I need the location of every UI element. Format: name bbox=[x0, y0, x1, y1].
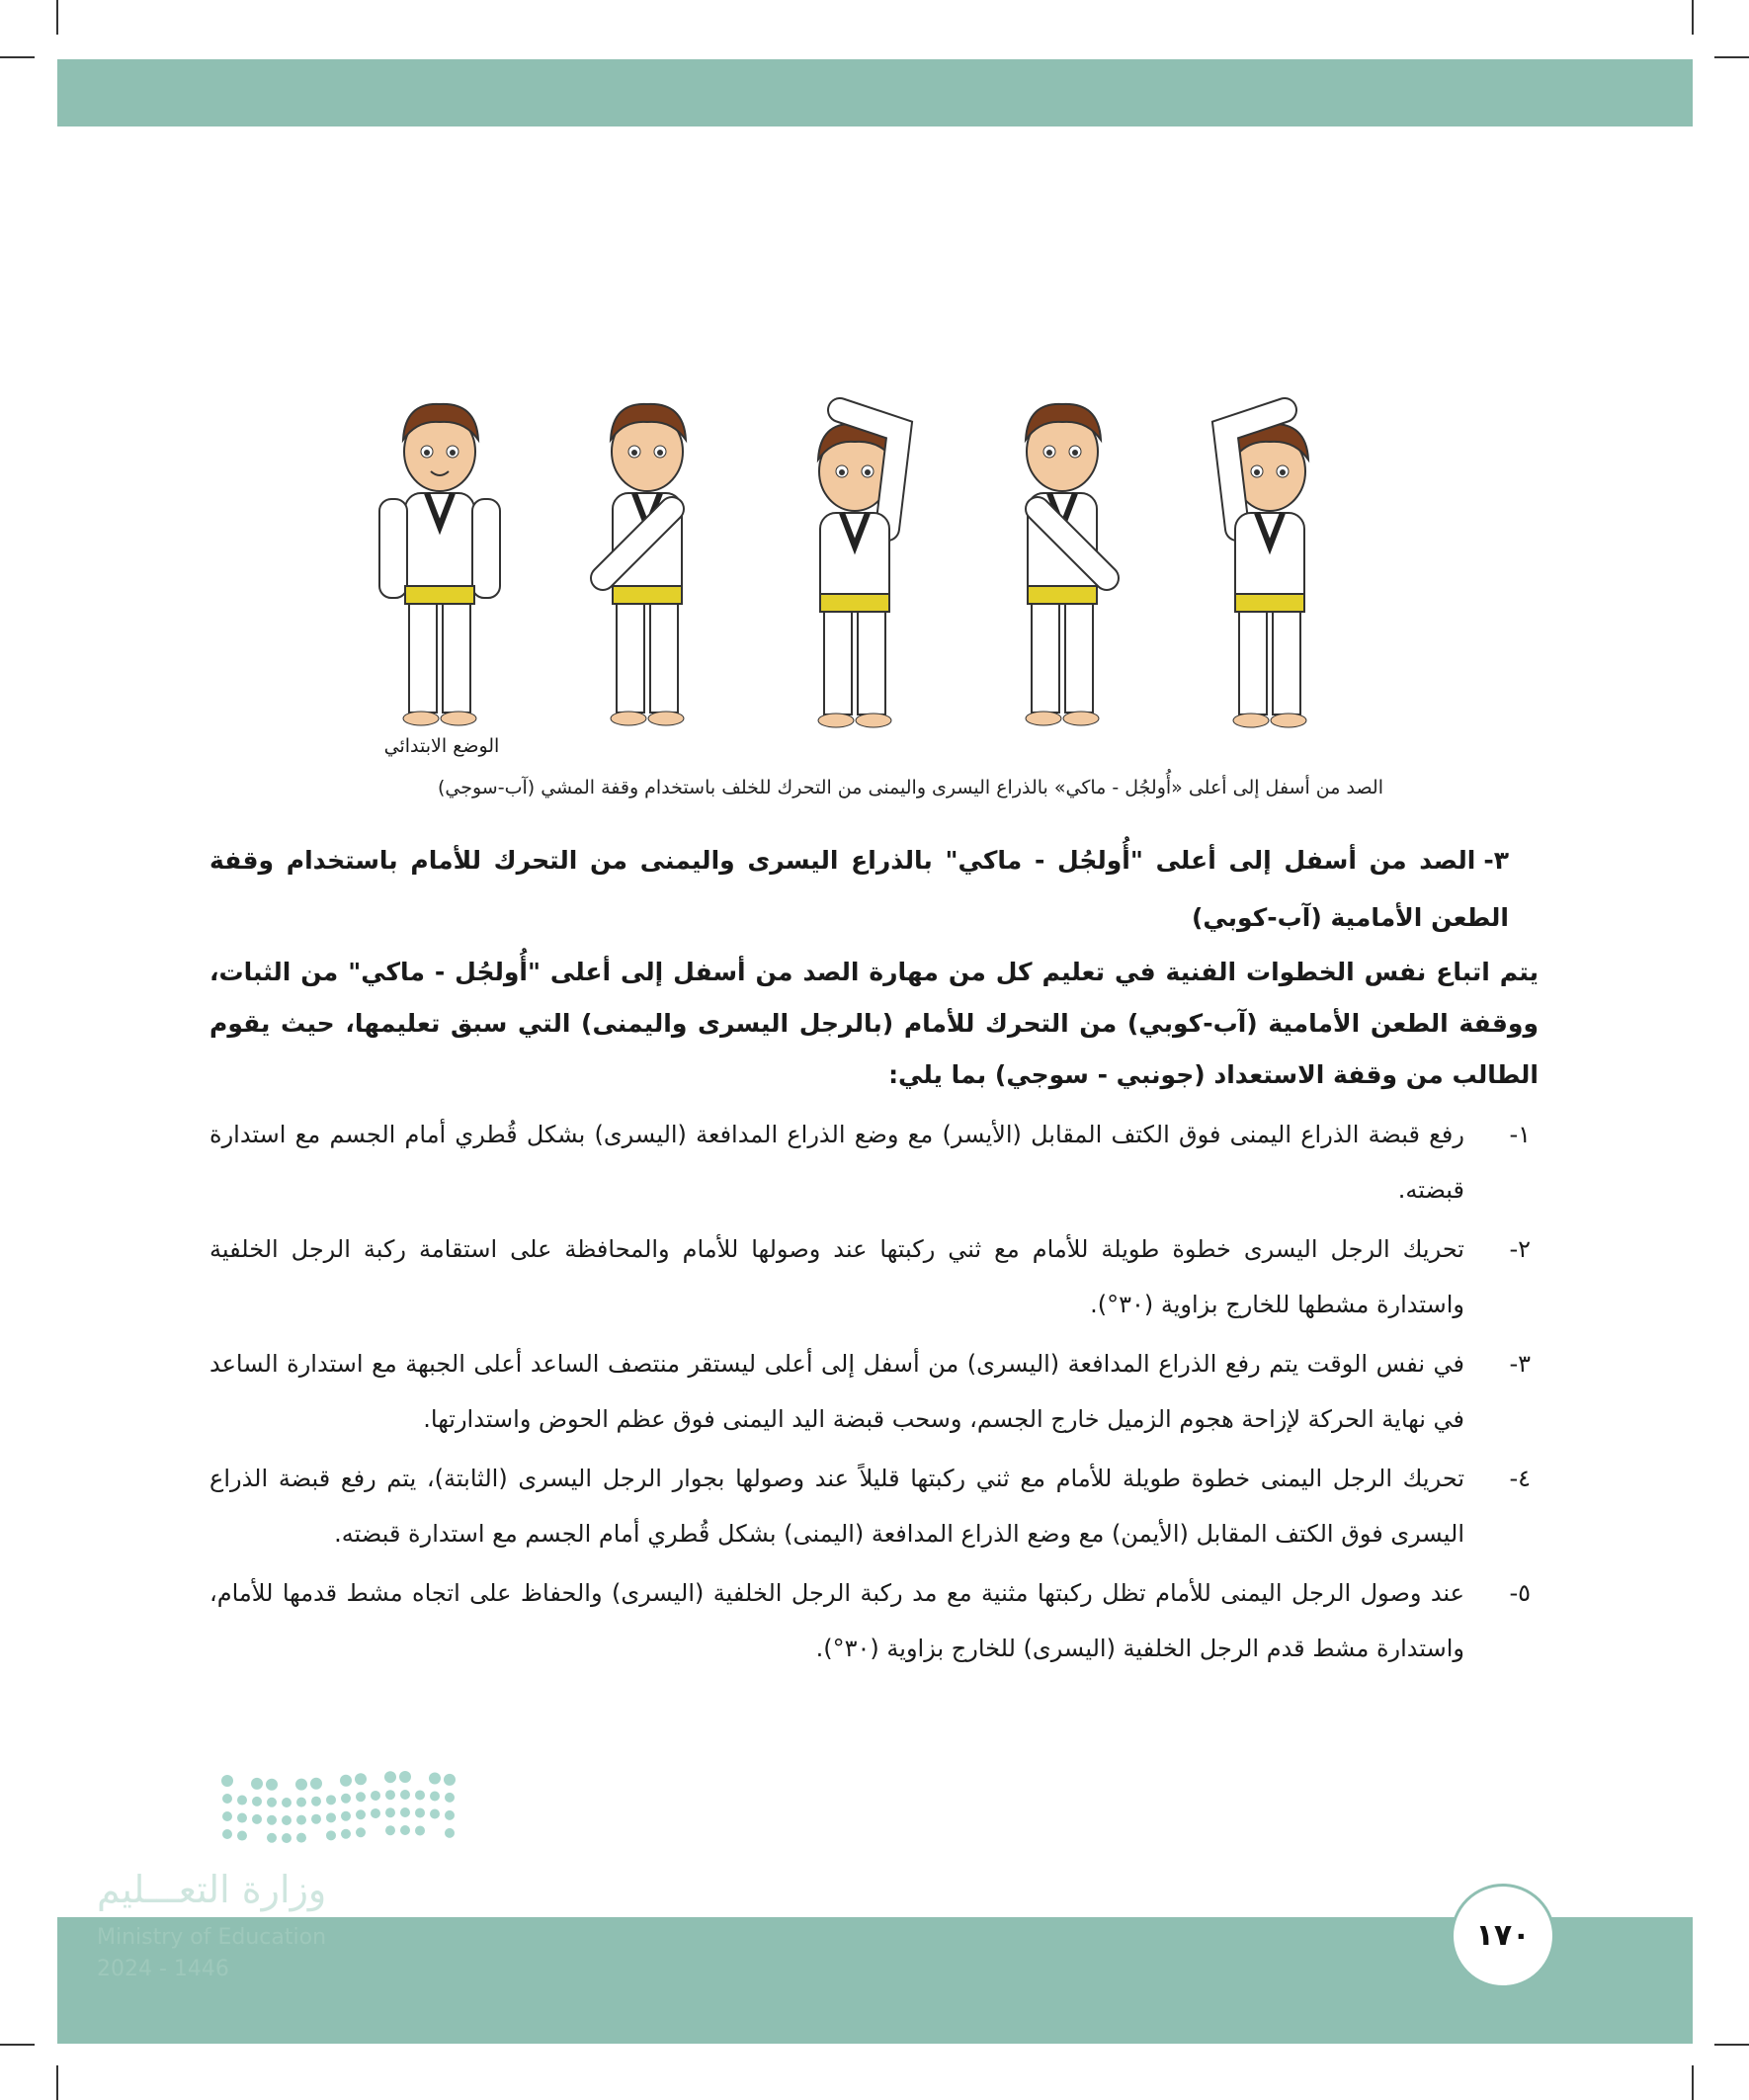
logo-dot bbox=[295, 1779, 307, 1791]
logo-dot bbox=[237, 1831, 247, 1841]
step-number: ٤- bbox=[1509, 1465, 1531, 1492]
step-text: في نفس الوقت يتم رفع الذراع المدافعة (اليسرى) من أسفل إلى أعلى ليستقر منتصف الساعد أعلى الجبهة مع استدارة الساعد في نهاية الحركة لإزاحة هجوم الزميل خارج الجسم، وسحب قبضة اليد اليمنى فوق عظم الحوض واستدارتها. bbox=[209, 1350, 1464, 1433]
logo-dot bbox=[356, 1827, 366, 1837]
logo-dot bbox=[385, 1790, 395, 1800]
logo-dot bbox=[282, 1833, 292, 1843]
logo-dot bbox=[385, 1807, 395, 1817]
crop-mark bbox=[1714, 2044, 1749, 2046]
logo-dot bbox=[266, 1779, 278, 1791]
karate-boy-icon bbox=[978, 390, 1146, 746]
logo-dot bbox=[415, 1790, 425, 1800]
list-item bbox=[209, 1221, 1539, 1332]
logo-dot bbox=[326, 1812, 336, 1822]
karate-boy-icon bbox=[563, 390, 731, 746]
logo-dot bbox=[355, 1773, 367, 1785]
logo-dot bbox=[311, 1797, 321, 1806]
logo-dot bbox=[444, 1774, 456, 1786]
logo-dot bbox=[445, 1793, 455, 1803]
logo-dot bbox=[296, 1798, 306, 1807]
logo-dot bbox=[399, 1771, 411, 1783]
step-text: تحريك الرجل اليمنى خطوة طويلة للأمام مع ثني ركبتها قليلاً عند وصولها بجوار الرجل اليسرى (الثابتة)، يتم رفع قبضة الذراع اليسرى فوق الكتف المقابل (الأيمن) مع وضع الذراع المدافعة (اليمنى) بشكل قُطري أمام الجسم مع استدارة قبضته. bbox=[209, 1465, 1464, 1548]
step-number: ٣- bbox=[1509, 1350, 1531, 1378]
logo-dot bbox=[340, 1775, 352, 1787]
logo-dot bbox=[430, 1791, 440, 1801]
logo-dot bbox=[267, 1798, 277, 1807]
logo-dot bbox=[311, 1814, 321, 1824]
logo-dot bbox=[415, 1807, 425, 1817]
logo-dot bbox=[267, 1833, 277, 1843]
page-number-badge bbox=[1451, 1884, 1555, 1988]
step-text: تحريك الرجل اليسرى خطوة طويلة للأمام مع ثني ركبتها عند وصولها للأمام والمحافظة على استقامة ركبة الرجل الخلفية واستدارة مشطها للخارج بزاوية (٣٠°). bbox=[209, 1235, 1464, 1318]
list-item bbox=[209, 1336, 1539, 1447]
logo-dot bbox=[341, 1829, 351, 1839]
logo-dot bbox=[384, 1771, 396, 1783]
steps-list bbox=[209, 1107, 1539, 1676]
page-number: ١٧٠ bbox=[1475, 1918, 1531, 1953]
logo-dot bbox=[356, 1792, 366, 1802]
logo-dot bbox=[282, 1798, 292, 1807]
section-number: ٣- bbox=[1483, 846, 1509, 875]
logo-dot bbox=[282, 1815, 292, 1825]
crop-mark bbox=[1714, 56, 1749, 58]
figure-sequence bbox=[356, 390, 1354, 756]
crop-mark bbox=[1692, 2065, 1694, 2100]
edition-year: 2024 - 1446 bbox=[97, 1957, 229, 1981]
logo-dot bbox=[400, 1807, 410, 1817]
ministry-name-arabic: وزارة التعـــليم bbox=[97, 1868, 327, 1911]
logo-dot bbox=[430, 1808, 440, 1818]
logo-dot bbox=[445, 1810, 455, 1820]
logo-dot bbox=[252, 1814, 262, 1824]
logo-dot bbox=[252, 1797, 262, 1806]
ministry-dots-logo-icon bbox=[217, 1771, 464, 1850]
logo-dot bbox=[400, 1790, 410, 1800]
step-text: عند وصول الرجل اليمنى للأمام تظل ركبتها مثنية مع مد ركبة الرجل الخلفية (اليسرى) والحفاظ على اتجاه مشط قدمها للأمام، واستدارة مشط قدم الرجل الخلفية (اليسرى) للخارج بزاوية (٣٠°). bbox=[209, 1579, 1464, 1662]
logo-dot bbox=[222, 1829, 232, 1839]
logo-dot bbox=[222, 1794, 232, 1804]
logo-dot bbox=[251, 1778, 263, 1790]
crop-mark bbox=[0, 56, 35, 58]
logo-dot bbox=[429, 1772, 441, 1784]
step-number: ١- bbox=[1509, 1121, 1531, 1148]
logo-dot bbox=[356, 1809, 366, 1819]
main-content bbox=[209, 832, 1539, 1680]
logo-dot bbox=[341, 1811, 351, 1821]
logo-dot bbox=[310, 1778, 322, 1790]
step-text: رفع قبضة الذراع اليمنى فوق الكتف المقابل (الأيسر) مع وضع الذراع المدافعة (اليسرى) بشكل قُطري أمام الجسم مع استدارة قبضته. bbox=[209, 1121, 1464, 1204]
list-item bbox=[209, 1565, 1539, 1676]
step-number: ٥- bbox=[1509, 1579, 1531, 1607]
karate-boy-icon bbox=[1186, 390, 1354, 746]
logo-dot bbox=[296, 1815, 306, 1825]
logo-dot bbox=[326, 1830, 336, 1840]
logo-dot bbox=[222, 1811, 232, 1821]
ministry-name-english: Ministry of Education bbox=[97, 1925, 327, 1950]
step-number: ٢- bbox=[1509, 1235, 1531, 1263]
logo-dot bbox=[371, 1791, 380, 1801]
logo-dot bbox=[385, 1825, 395, 1835]
logo-dot bbox=[237, 1813, 247, 1823]
logo-dot bbox=[326, 1795, 336, 1805]
section-heading bbox=[209, 832, 1539, 947]
list-item bbox=[209, 1107, 1539, 1218]
logo-dot bbox=[341, 1794, 351, 1804]
logo-dot bbox=[371, 1808, 380, 1818]
header-band bbox=[57, 59, 1693, 126]
logo-dot bbox=[445, 1828, 455, 1838]
logo-dot bbox=[296, 1833, 306, 1843]
karate-boy-icon bbox=[771, 390, 939, 746]
logo-dot bbox=[267, 1815, 277, 1825]
karate-boy-icon bbox=[356, 390, 524, 746]
intro-paragraph: يتم اتباع نفس الخطوات الفنية في تعليم كل من مهارة الصد من أسفل إلى أعلى "أُولجُل - ماكي" من الثبات، ووقفة الطعن الأمامية (آب-كوبي) من التحرك للأمام (بالرجل اليسرى واليمنى) التي سبق تعليمها، حيث يقوم الطالب من وقفة الاستعداد (جونبي - سوجي) بما يلي: bbox=[209, 958, 1539, 1089]
logo-dot bbox=[415, 1825, 425, 1835]
initial-position-label: الوضع الابتدائي bbox=[383, 735, 500, 757]
crop-mark bbox=[1692, 0, 1694, 35]
crop-mark bbox=[56, 2065, 58, 2100]
crop-mark bbox=[56, 0, 58, 35]
list-item bbox=[209, 1451, 1539, 1561]
logo-dot bbox=[237, 1796, 247, 1806]
section-heading-text: الصد من أسفل إلى أعلى "أُولجُل - ماكي" بالذراع اليسرى واليمنى من التحرك للأمام باستخدام وقفة الطعن الأمامية (آب-كوبي) bbox=[209, 846, 1509, 932]
figure-caption: الصد من أسفل إلى أعلى «أُولجُل - ماكي» بالذراع اليسرى واليمنى من التحرك للخلف باستخدام وقفة المشي (آب-سوجي) bbox=[437, 777, 1383, 798]
crop-mark bbox=[0, 2044, 35, 2046]
logo-dot bbox=[221, 1775, 233, 1787]
logo-dot bbox=[400, 1825, 410, 1835]
